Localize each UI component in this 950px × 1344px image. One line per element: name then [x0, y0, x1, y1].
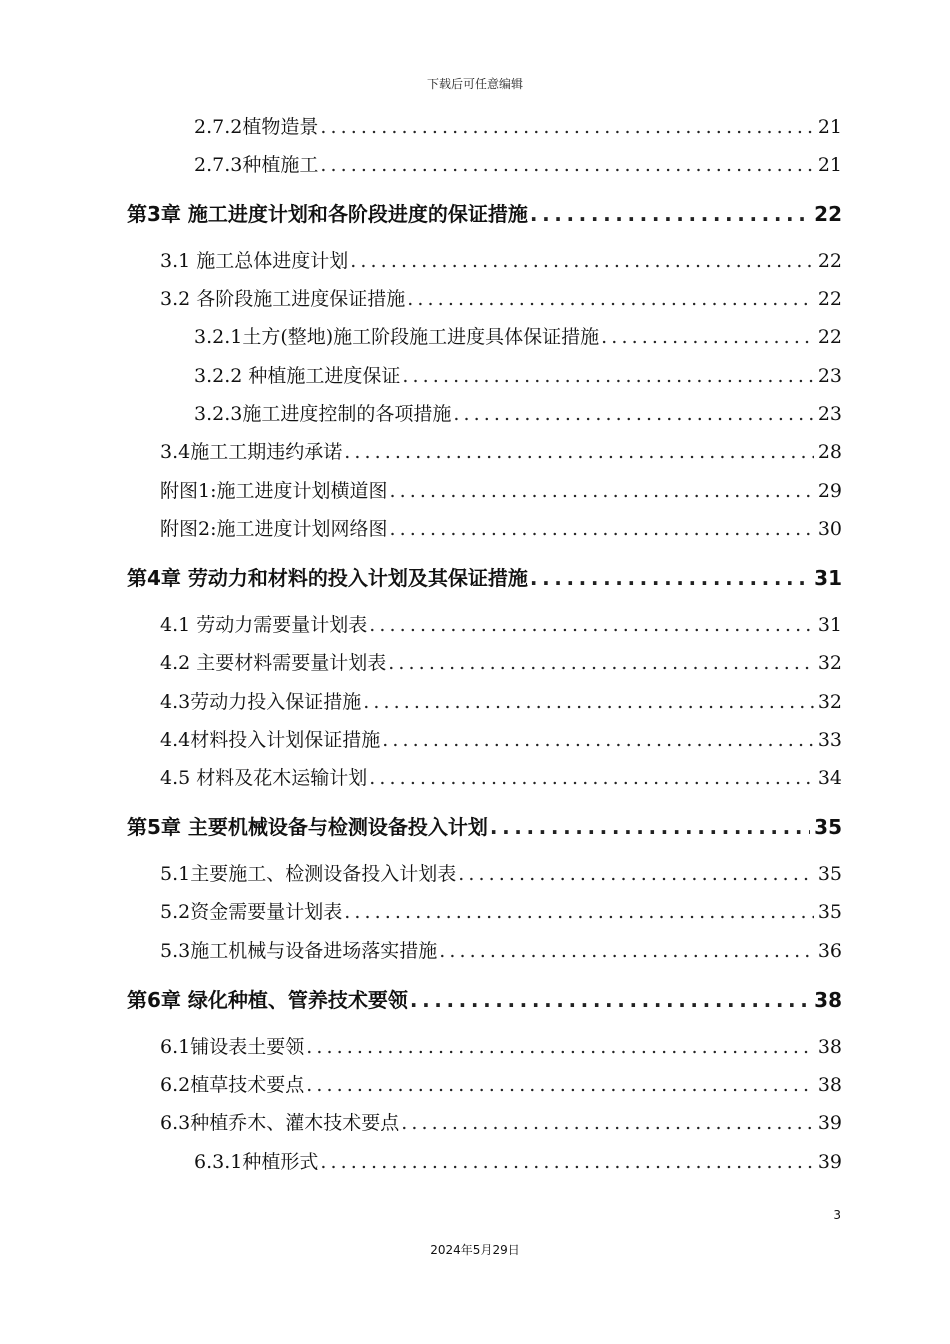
toc-chapter-entry[interactable]: [127, 562, 842, 592]
dot-leader: [369, 614, 814, 636]
toc-entry[interactable]: [194, 1147, 842, 1177]
toc-entry-page: 31: [814, 566, 842, 590]
toc-entry[interactable]: [160, 648, 842, 678]
toc-entry-page: 39: [817, 1112, 842, 1134]
toc-entry-page: 38: [817, 1074, 842, 1096]
toc-entry[interactable]: [160, 246, 842, 276]
toc-entry[interactable]: [194, 322, 842, 352]
dot-leader: [388, 652, 814, 674]
toc-entry-page: 38: [814, 988, 842, 1012]
toc-entry[interactable]: [194, 361, 842, 391]
dot-leader: [530, 566, 810, 590]
toc-entry[interactable]: [160, 476, 842, 506]
toc-entry[interactable]: [160, 284, 842, 314]
toc-entry-page: 31: [817, 614, 842, 636]
dot-leader: [453, 403, 813, 425]
toc-entry-page: 33: [817, 729, 842, 751]
toc-entry-page: 22: [817, 250, 842, 272]
toc-entry-title: 3.4施工工期违约承诺: [160, 441, 343, 463]
toc-entry-title: 附图2:施工进度计划网络图: [160, 518, 388, 540]
toc-entry-title: 5.1主要施工、检测设备投入计划表: [160, 863, 457, 885]
dot-leader: [320, 116, 813, 138]
toc-entry-title: 第5章 主要机械设备与检测设备投入计划: [127, 815, 488, 839]
toc-entry[interactable]: [160, 1032, 842, 1062]
toc-entry-page: 28: [817, 441, 842, 463]
toc-chapter-entry[interactable]: [127, 198, 842, 228]
toc-chapter-entry[interactable]: [127, 811, 842, 841]
toc-entry-title: 6.2植草技术要点: [160, 1074, 305, 1096]
toc-entry[interactable]: [160, 725, 842, 755]
page-number: 3: [833, 1208, 841, 1222]
toc-entry-title: 6.3.1种植形式: [194, 1151, 319, 1173]
dot-leader: [402, 365, 813, 387]
toc-entry-page: 30: [817, 518, 842, 540]
toc-entry[interactable]: [194, 150, 842, 180]
toc-entry-title: 3.2 各阶段施工进度保证措施: [160, 288, 406, 310]
toc-entry-title: 4.1 劳动力需要量计划表: [160, 614, 368, 636]
toc-entry[interactable]: [160, 936, 842, 966]
toc-entry-title: 附图1:施工进度计划横道图: [160, 480, 388, 502]
toc-entry-title: 5.3施工机械与设备进场落实措施: [160, 940, 438, 962]
toc-entry-page: 22: [814, 202, 842, 226]
toc-entry-title: 第4章 劳动力和材料的投入计划及其保证措施: [127, 566, 528, 590]
toc-entry[interactable]: [160, 1108, 842, 1138]
toc-entry-title: 3.2.3施工进度控制的各项措施: [194, 403, 452, 425]
toc-entry-title: 3.1 施工总体进度计划: [160, 250, 349, 272]
page-footer-date: 2024年5月29日: [430, 1243, 520, 1257]
dot-leader: [306, 1036, 814, 1058]
dot-leader: [490, 815, 810, 839]
toc-chapter-entry[interactable]: [127, 984, 842, 1014]
toc-entry-page: 21: [817, 116, 842, 138]
toc-entry-title: 4.5 材料及花木运输计划: [160, 767, 368, 789]
toc-entry-page: 32: [817, 691, 842, 713]
dot-leader: [401, 1112, 814, 1134]
toc-entry[interactable]: [160, 897, 842, 927]
dot-leader: [382, 729, 814, 751]
dot-leader: [363, 691, 814, 713]
toc-entry-title: 3.2.1土方(整地)施工阶段施工进度具体保证措施: [194, 326, 600, 348]
dot-leader: [390, 518, 814, 540]
toc-entry-page: 23: [817, 365, 842, 387]
dot-leader: [344, 901, 814, 923]
toc-entry-page: 34: [817, 767, 842, 789]
toc-entry-title: 4.2 主要材料需要量计划表: [160, 652, 387, 674]
toc-entry-page: 39: [817, 1151, 842, 1173]
dot-leader: [344, 441, 814, 463]
toc-entry[interactable]: [160, 859, 842, 889]
toc-entry[interactable]: [160, 610, 842, 640]
toc-entry-title: 2.7.2植物造景: [194, 116, 319, 138]
toc-entry-page: 22: [817, 288, 842, 310]
toc-entry-title: 第3章 施工进度计划和各阶段进度的保证措施: [127, 202, 528, 226]
dot-leader: [601, 326, 814, 348]
toc-entry-title: 6.1铺设表土要领: [160, 1036, 305, 1058]
dot-leader: [410, 988, 810, 1012]
toc-entry-page: 38: [817, 1036, 842, 1058]
toc-entry[interactable]: [160, 1070, 842, 1100]
dot-leader: [530, 202, 810, 226]
toc-entry[interactable]: [160, 763, 842, 793]
toc-entry-title: 5.2资金需要量计划表: [160, 901, 343, 923]
toc-entry[interactable]: [160, 514, 842, 544]
toc-entry-page: 35: [814, 815, 842, 839]
toc-entry-page: 29: [817, 480, 842, 502]
toc-entry[interactable]: [194, 112, 842, 142]
dot-leader: [439, 940, 814, 962]
toc-entry[interactable]: [160, 687, 842, 717]
toc-entry[interactable]: [160, 437, 842, 467]
toc-entry-page: 32: [817, 652, 842, 674]
dot-leader: [350, 250, 814, 272]
page-header: 下载后可任意编辑: [426, 77, 523, 91]
dot-leader: [390, 480, 814, 502]
toc-entry-page: 21: [817, 154, 842, 176]
toc-entry-title: 2.7.3种植施工: [194, 154, 319, 176]
toc-entry-page: 36: [817, 940, 842, 962]
toc-entry-title: 第6章 绿化种植、管养技术要领: [127, 988, 408, 1012]
dot-leader: [320, 154, 813, 176]
dot-leader: [407, 288, 814, 310]
toc-entry-title: 3.2.2 种植施工进度保证: [194, 365, 401, 387]
toc-entry-title: 6.3种植乔木、灌木技术要点: [160, 1112, 400, 1134]
toc-entry-title: 4.4材料投入计划保证措施: [160, 729, 381, 751]
toc-entry-page: 22: [817, 326, 842, 348]
dot-leader: [369, 767, 814, 789]
dot-leader: [320, 1151, 813, 1173]
dot-leader: [306, 1074, 814, 1096]
toc-entry-page: 35: [817, 901, 842, 923]
toc-entry-page: 23: [817, 403, 842, 425]
dot-leader: [458, 863, 814, 885]
toc-entry[interactable]: [194, 399, 842, 429]
toc-entry-page: 35: [817, 863, 842, 885]
toc-entry-title: 4.3劳动力投入保证措施: [160, 691, 362, 713]
